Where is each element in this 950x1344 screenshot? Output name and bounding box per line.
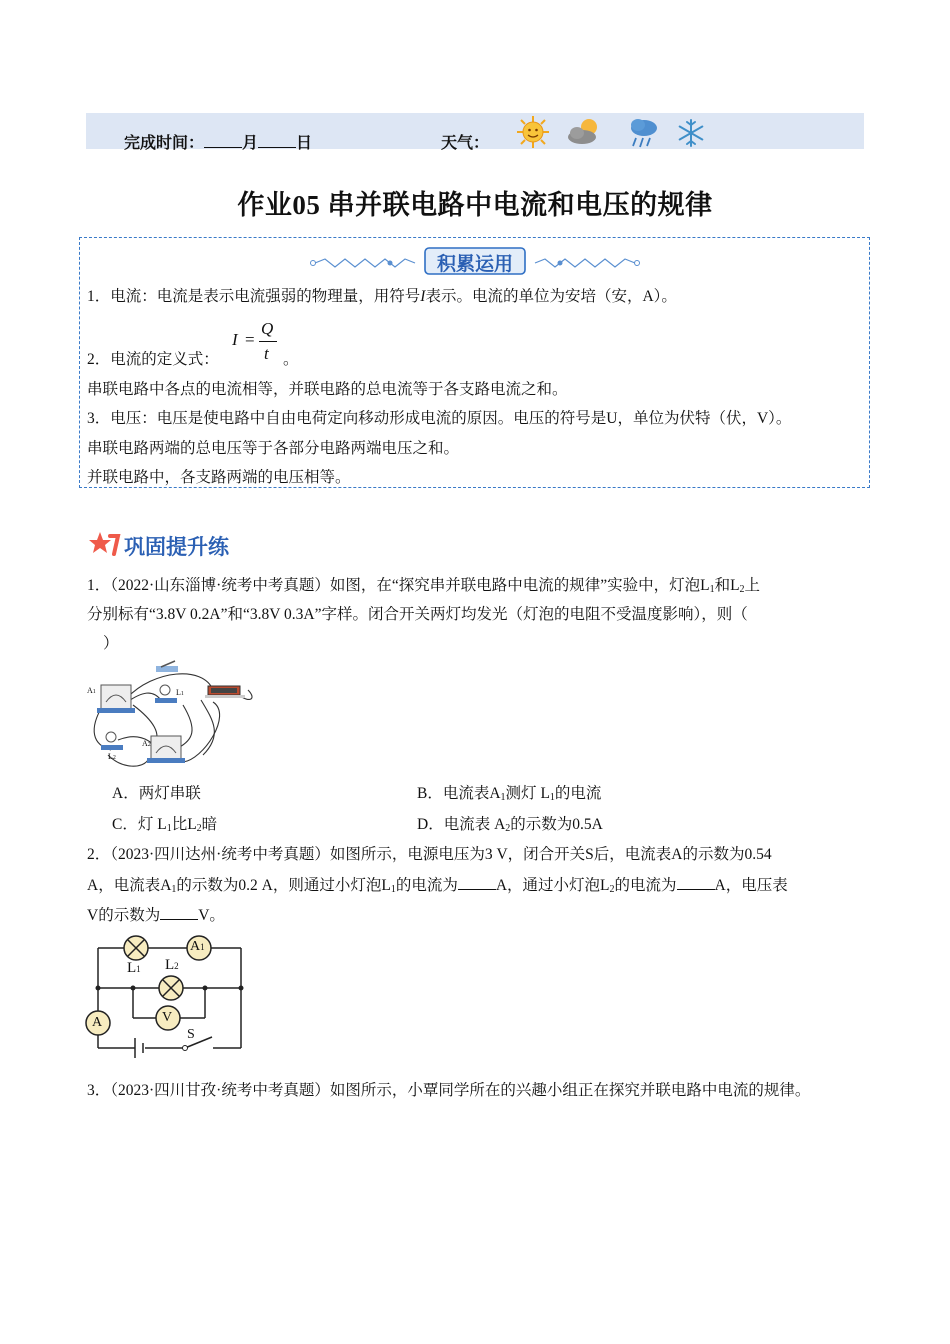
q1-fig-L1: L1: [176, 688, 184, 697]
q2-line-2: A，电流表$A_1$的示数为0.2 A，则通过小灯泡$L_1$的电流为 A，通过小灯泡$L_2$的电流为 A，电压表: [87, 877, 788, 895]
formula-fraction-bar: [259, 341, 277, 342]
q1-line-2: 分别标有“3.8V 0.2A”和“3.8V 0.3A”字样。闭合开关两灯均发光（灯泡的电阻不受温度影响），则（: [87, 606, 748, 623]
partly-cloudy-icon: [565, 117, 605, 147]
summary-line-2: 2．电流的定义式：: [87, 351, 219, 368]
q1-fig-L2: L2: [108, 752, 116, 761]
formula-Q: Q: [261, 319, 274, 338]
summary-line-4: 3．电压：电压是使电路中自由电荷定向移动形成电流的原因。电压的符号是U，单位为伏特（伏，V）。: [87, 410, 792, 427]
q1-option-c[interactable]: C．灯 $L_1$比$L_2$暗: [112, 816, 218, 834]
q1-option-b[interactable]: B．电流表$A_1$测灯 $L_1$的电流: [417, 785, 602, 803]
formula-equals: =: [245, 330, 255, 349]
summary-line-1: 1．电流：电流是表示电流强弱的物理量，用符号I表示。电流的单位为安培（安，A）。: [87, 288, 677, 305]
q1-option-d[interactable]: D．电流表 $A_2$的示数为0.5A: [417, 816, 603, 834]
day-blank[interactable]: [258, 133, 296, 148]
q1-option-a[interactable]: A．两灯串联: [112, 785, 201, 802]
q3-line-1: 3．（2023·四川甘孜·统考中考真题）如图所示，小覃同学所在的兴趣小组正在探究并联电路中电流的规律。: [87, 1082, 811, 1099]
q2-line-3: V的示数为 V。: [87, 907, 225, 924]
sunny-icon: [515, 115, 551, 149]
q1-fig-A2: A2: [142, 739, 151, 748]
summary-line-2-end: 。: [283, 351, 299, 368]
q2-fig-V: V: [162, 1010, 173, 1025]
summary-line-3: 串联电路中各点的电流相等，并联电路的总电流等于各支路电流之和。: [87, 381, 568, 398]
snow-icon: [676, 118, 706, 148]
completion-time: 完成时间： 月 日: [124, 135, 313, 152]
summary-line-5: 串联电路两端的总电压等于各部分电路两端电压之和。: [87, 440, 460, 457]
section-title: 巩固提升练: [124, 536, 229, 559]
formula-t: t: [264, 344, 269, 363]
q2-fig-L1: L1: [127, 960, 141, 976]
q2-fig-L2: L2: [165, 957, 179, 973]
page-title: 作业05 串并联电路中电流和电压的规律: [237, 190, 713, 220]
rain-icon: [627, 116, 661, 150]
q1-line-1: 1．（2022·山东淄博·统考中考真题）如图，在“探究串并联电路中电流的规律”实验中，灯泡$L_1$和$L_2$上: [87, 577, 761, 595]
formula-I: I: [232, 330, 238, 349]
q2-line-1: 2．（2023·四川达州·统考中考真题）如图所示，电源电压为3 V，闭合开关S后，电流表A的示数为0.54: [87, 846, 772, 863]
q2-fig-A1: A1: [190, 939, 205, 954]
summary-line-6: 并联电路中，各支路两端的电压相等。: [87, 469, 351, 486]
q2-blank-2[interactable]: [677, 875, 715, 890]
q1-line-3: ）: [103, 635, 119, 652]
q2-fig-A: A: [92, 1015, 103, 1030]
star-icon: [88, 530, 122, 558]
q2-fig-S: S: [187, 1027, 195, 1042]
summary-badge: 积累运用: [436, 254, 513, 275]
q2-blank-3[interactable]: [160, 905, 198, 920]
q2-circuit-diagram: [85, 933, 250, 1058]
q2-blank-1[interactable]: [458, 875, 496, 890]
month-blank[interactable]: [204, 133, 242, 148]
q1-fig-A1: A1: [87, 686, 96, 695]
weather-label: 天气：: [441, 135, 490, 152]
